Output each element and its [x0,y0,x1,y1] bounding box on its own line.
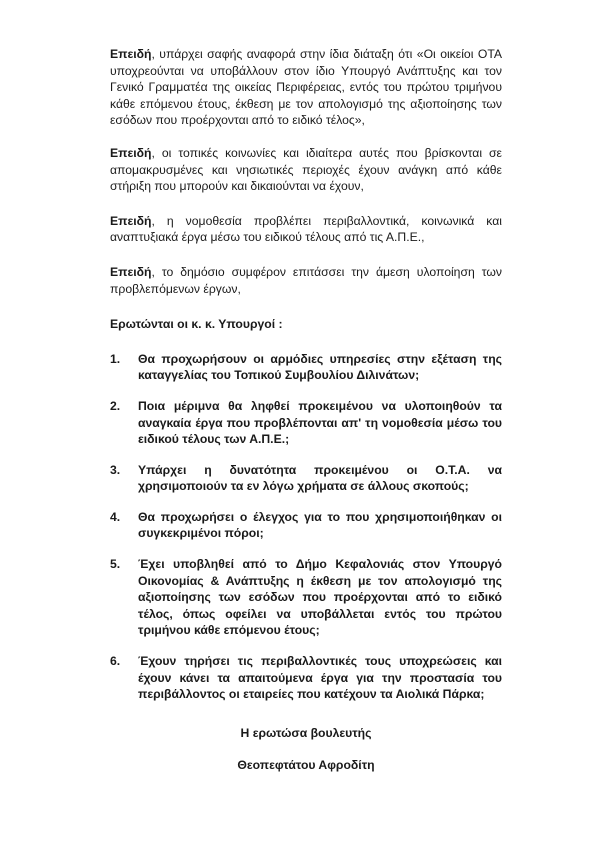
question-item [110,556,502,639]
document-page [110,46,502,774]
question-number: 2. [110,398,121,413]
question-number: 5. [110,557,121,572]
question-text: Υπάρχει η δυνατότητα προκειμένου οι Ο.Τ.Α. να χρησιμοποιούν τα εν λόγω χρήματα σε άλλους σκοπούς; [138,462,502,494]
questions-heading: Ερωτώνται οι κ. κ. Υπουργοί : [110,317,283,332]
whereas-keyword: Επειδή [110,145,152,160]
whereas-keyword: Επειδή [110,47,152,61]
whereas-paragraph [110,46,502,129]
question-text: Έχουν τηρήσει τις περιβαλλοντικές τους υποχρεώσεις και έχουν κάνει τα απαιτούμενα έργα για την προστασία του περιβάλλοντος οι εταιρείες που κατέχουν τα Αιολικά Πάρκα; [138,654,502,702]
question-text: Θα προχωρήσει ο έλεγχος για το που χρησιμοποιήθηκαν οι συγκεκριμένοι πόροι; [138,509,502,541]
whereas-paragraph [110,213,502,246]
questions-list [110,351,502,703]
question-text: Θα προχωρήσουν οι αρμόδιες υπηρεσίες στην εξέταση της καταγγελίας του Τοπικού Συμβουλίου Διλινάτων; [138,351,502,383]
question-item [110,509,502,542]
signature-role: Η ερωτώσα βουλευτής [240,725,372,740]
question-text: Έχει υποβληθεί από το Δήμο Κεφαλονιάς στον Υπουργό Οικονομίας & Ανάπτυξης η έκθεση με τον απολογισμό της αξιοποίησης των εσόδων που προέρχονται από το ειδικό τέλος, όπως οφείλει να υποβάλλεται εντός του πρώτου τριμήνου κάθε επόμενου έτους; [138,557,502,638]
question-text: Ποια μέριμνα θα ληφθεί προκειμένου να υλοποιηθούν τα αναγκαία έργα που προβλέπονται απ' τη νομοθεσία μέσω του ειδικού τέλους των Α.Π.Ε.; [138,398,502,447]
whereas-text: , το δημόσιο συμφέρον επιτάσσει την άμεση υλοποίηση των προβλεπόμενων έργων, [110,264,502,296]
question-item [110,462,502,495]
question-item [110,351,502,384]
whereas-paragraph [110,264,502,297]
whereas-keyword: Επειδή [110,264,152,279]
whereas-keyword: Επειδή [110,213,152,228]
question-item [110,653,502,703]
whereas-text: , υπάρχει σαφής αναφορά στην ίδια διάταξη ότι «Οι οικείοι ΟΤΑ υποχρεούνται να υποβάλλουν στον ίδιο Υπουργό Ανάπτυξης και τον Γενικό Γραμματέα της οικείας Περιφέρειας, εντός του πρώτου τριμήνου κάθε επόμενου έτους, έκθεση με τον απολογισμό της αξιοποίησης των εσόδων που προέρχονται από το ειδικό τέλος», [110,47,502,128]
whereas-paragraph [110,145,502,195]
question-number: 4. [110,509,121,524]
question-item [110,398,502,448]
question-number: 6. [110,654,121,669]
question-number: 3. [110,462,121,477]
signature-name: Θεοπεφτάτου Αφροδίτη [237,758,375,773]
question-number: 1. [110,351,121,366]
whereas-text: , οι τοπικές κοινωνίες και ιδιαίτερα αυτές που βρίσκονται σε απομακρυσμένες και νησιωτικές περιοχές έχουν ανάγκη από κάθε στήριξη που μπορούν και δικαιούνται να έχουν, [110,145,502,194]
whereas-text: , η νομοθεσία προβλέπει περιβαλλοντικά, κοινωνικά και αναπτυξιακά έργα μέσω του ειδικού τέλους από τις Α.Π.Ε., [110,213,502,245]
